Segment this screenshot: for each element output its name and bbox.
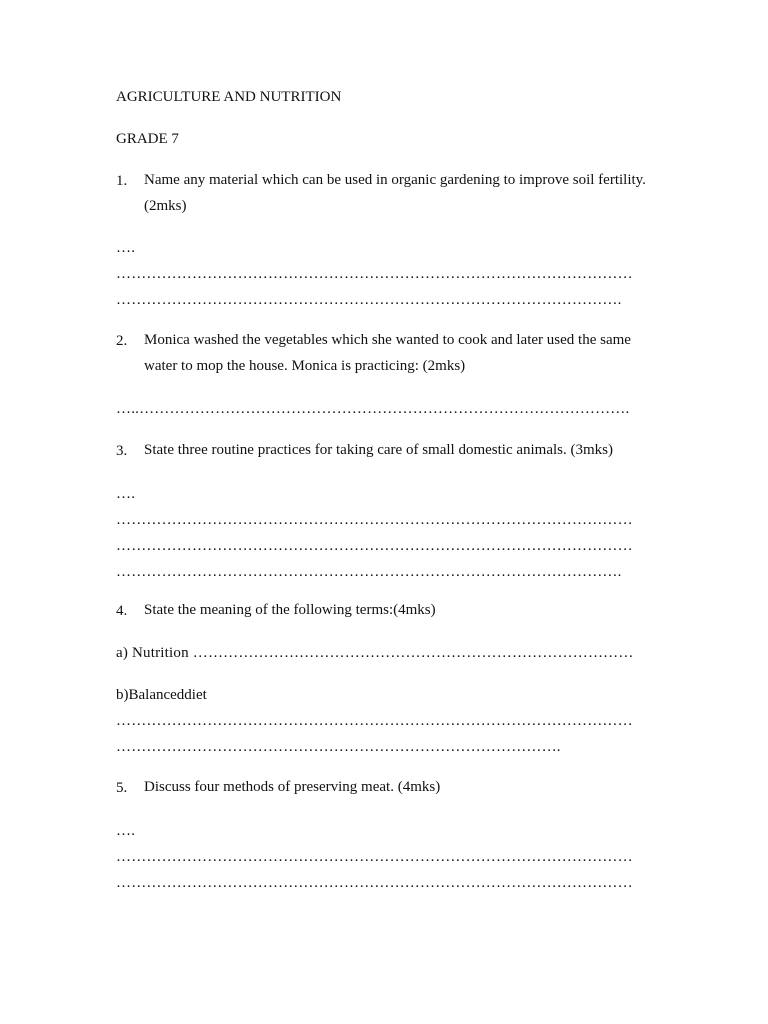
question-3-answer-line-4[interactable]: ………………………………………………………………………………………. <box>116 564 622 580</box>
question-2-text: Monica washed the vegetables which she wanted to cook and later used the same water to mop the house. Monica is practicing: (2mks) <box>144 332 631 374</box>
question-3-answer-line-2[interactable]: ………………………………………………………………………………………… <box>116 512 633 528</box>
subject-title: AGRICULTURE AND NUTRITION <box>116 89 342 105</box>
question-3-answer-line-3[interactable]: ………………………………………………………………………………………… <box>116 538 633 554</box>
question-1-answer-line-1[interactable]: …. <box>116 240 136 256</box>
question-3-answer-line-1[interactable]: …. <box>116 486 136 502</box>
question-5-answer-line-2[interactable]: ………………………………………………………………………………………… <box>116 849 633 865</box>
question-1-answer-line-3[interactable]: ………………………………………………………………………………………. <box>116 292 622 308</box>
question-1-text: Name any material which can be used in organic gardening to improve soil fertility. (2mks) <box>144 172 646 214</box>
question-4a-nutrition[interactable]: a) Nutrition …………………………………………………………………………… <box>116 645 634 661</box>
question-4-number: 4. <box>116 603 128 619</box>
question-5-answer-line-3[interactable]: ………………………………………………………………………………………… <box>116 875 633 891</box>
question-4-text: State the meaning of the following terms:(4mks) <box>144 602 436 618</box>
question-4b-label: b)Balanceddiet <box>116 687 207 703</box>
grade-label: GRADE 7 <box>116 131 179 147</box>
question-5-number: 5. <box>116 780 128 796</box>
question-3-text: State three routine practices for taking care of small domestic animals. (3mks) <box>144 442 614 458</box>
question-5-text: Discuss four methods of preserving meat. (4mks) <box>144 779 441 795</box>
question-4b-answer-line-2[interactable]: ……………………………………………………………………………. <box>116 739 561 755</box>
question-2-answer-line-1[interactable]: …..……………………………………………………………………………………. <box>116 401 630 417</box>
question-1-number: 1. <box>116 173 128 189</box>
question-3-number: 3. <box>116 443 128 459</box>
question-1-answer-line-2[interactable]: ………………………………………………………………………………………… <box>116 266 633 282</box>
question-4b-answer-line-1[interactable]: ………………………………………………………………………………………… <box>116 713 633 729</box>
question-5-answer-line-1[interactable]: …. <box>116 823 136 839</box>
question-2-number: 2. <box>116 333 128 349</box>
